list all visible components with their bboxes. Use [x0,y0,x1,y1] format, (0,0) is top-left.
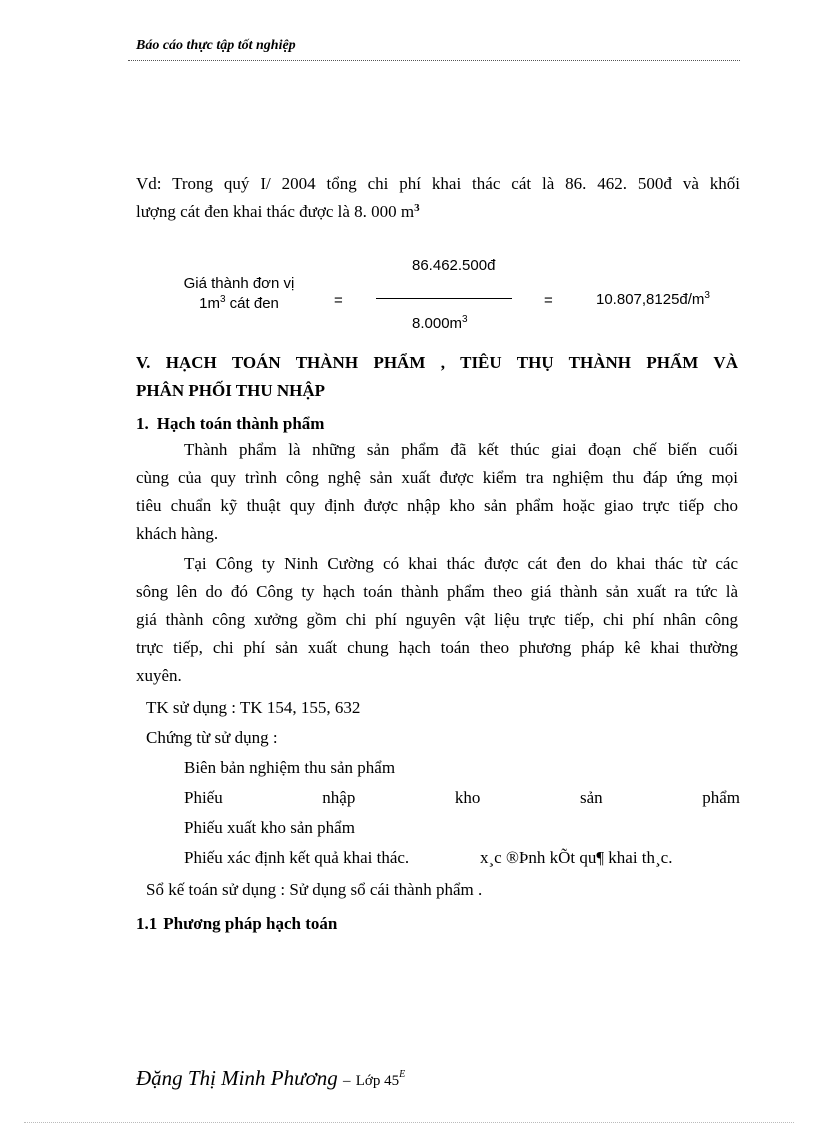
para-2-line-3: giá thành công xưởng gồm chi phí nguyên vật liệu trực tiếp, chi phí nhân công [136,610,738,629]
formula-result-text: 10.807,8125đ/m [596,291,705,308]
accounts-used: TK sử dụng : TK 154, 155, 632 [146,698,361,717]
voucher-item-2-word: sản [579,788,603,807]
formula-result-sup: 3 [704,290,710,301]
formula-equals-2: = [544,292,553,309]
voucher-item-3: Phiếu xuất kho sản phẩm [184,818,355,837]
ledger-used: Sổ kế toán sử dụng : Sử dụng sổ cái thành phẩm . [146,880,483,899]
voucher-item-2-word: Phiếu [184,788,223,807]
para-2-line-4: trực tiếp, chi phí sản xuất chung hạch toán theo phương pháp kê khai thường [136,638,738,657]
voucher-item-2-word: phẩm [702,788,740,807]
header-title: Báo cáo thực tập tốt nghiệp [136,38,296,53]
formula-denominator-sup: 3 [462,314,468,325]
formula-label-unit: 1m [199,295,220,312]
formula-label-line-1: Giá thành đơn vị [183,275,295,292]
section-5-heading-line-1: V. HẠCH TOÁN THÀNH PHẨM , TIÊU THỤ THÀNH PHẨM VÀ [136,353,738,372]
formula-numerator: 86.462.500đ [412,257,496,274]
voucher-item-2-word: nhập [322,788,356,807]
formula-denominator-text: 8.000m [412,315,463,332]
subsection-1-heading [136,410,324,438]
formula-fraction-bar [376,298,512,299]
para-1-line-1: Thành phẩm là những sản phẩm đã kết thúc giai đoạn chế biến cuối [184,440,738,459]
formula-denominator [412,314,468,332]
subsection-1-1-heading [136,910,337,938]
para-2-line-2: sông lên do đó Công ty hạch toán thành phẩm theo giá thành sản xuất ra tức là [136,582,738,601]
formula-label-line-2 [172,292,306,312]
para-1-line-3: tiêu chuẩn kỹ thuật quy định được nhập kho sản phẩm hoặc giao trực tiếp cho [136,496,738,515]
voucher-item-4-garbled: x¸c ®Þnh kÕt qu¶ khai th¸c. [480,848,673,867]
voucher-item-4: Phiếu xác định kết quả khai thác. [184,848,410,867]
formula-label [172,276,306,312]
para-2-line-5: xuyên. [136,666,182,685]
formula-label-material: cát đen [225,295,279,312]
example-line-2-text: lượng cát đen khai thác được là 8. 000 m [136,202,415,221]
footer-class-sup: E [399,1069,406,1080]
footer-author [136,1066,405,1091]
example-line-2 [136,198,420,228]
subsection-1-1-number: 1.1 [136,914,158,933]
example-line-1: Vd: Trong quý I/ 2004 tổng chi phí khai thác cát là 86. 462. 500đ và khối [136,174,740,193]
footer-class-label: Lớp 45 [355,1073,400,1089]
subsection-1-title: Hạch toán thành phẩm [156,414,325,433]
section-5-heading-line-2: PHÂN PHỐI THU NHẬP [136,381,326,400]
voucher-item-2 [184,784,740,812]
subsection-1-1-title: Phương pháp hạch toán [163,914,338,933]
voucher-item-1: Biên bản nghiệm thu sản phẩm [184,758,396,777]
formula-label-sup: 3 [219,294,226,305]
para-2-line-1: Tại Công ty Ninh Cường có khai thác được cát đen do khai thác từ các [184,554,738,573]
vouchers-label: Chứng từ sử dụng : [146,728,278,747]
footer-dash: – [343,1073,351,1089]
example-line-2-sup: 3 [414,202,420,214]
subsection-1-number: 1. [136,414,149,433]
header-divider [128,60,740,61]
voucher-item-2-word: kho [454,788,481,807]
para-1-line-2: cùng của quy trình công nghệ sản xuất được kiểm tra nghiệm thu đáp ứng mọi [136,468,738,487]
footer-author-name: Đặng Thị Minh Phương [136,1066,338,1090]
formula-equals-1: = [334,292,343,309]
formula-result [596,290,710,308]
para-1-line-4: khách hàng. [136,524,219,543]
